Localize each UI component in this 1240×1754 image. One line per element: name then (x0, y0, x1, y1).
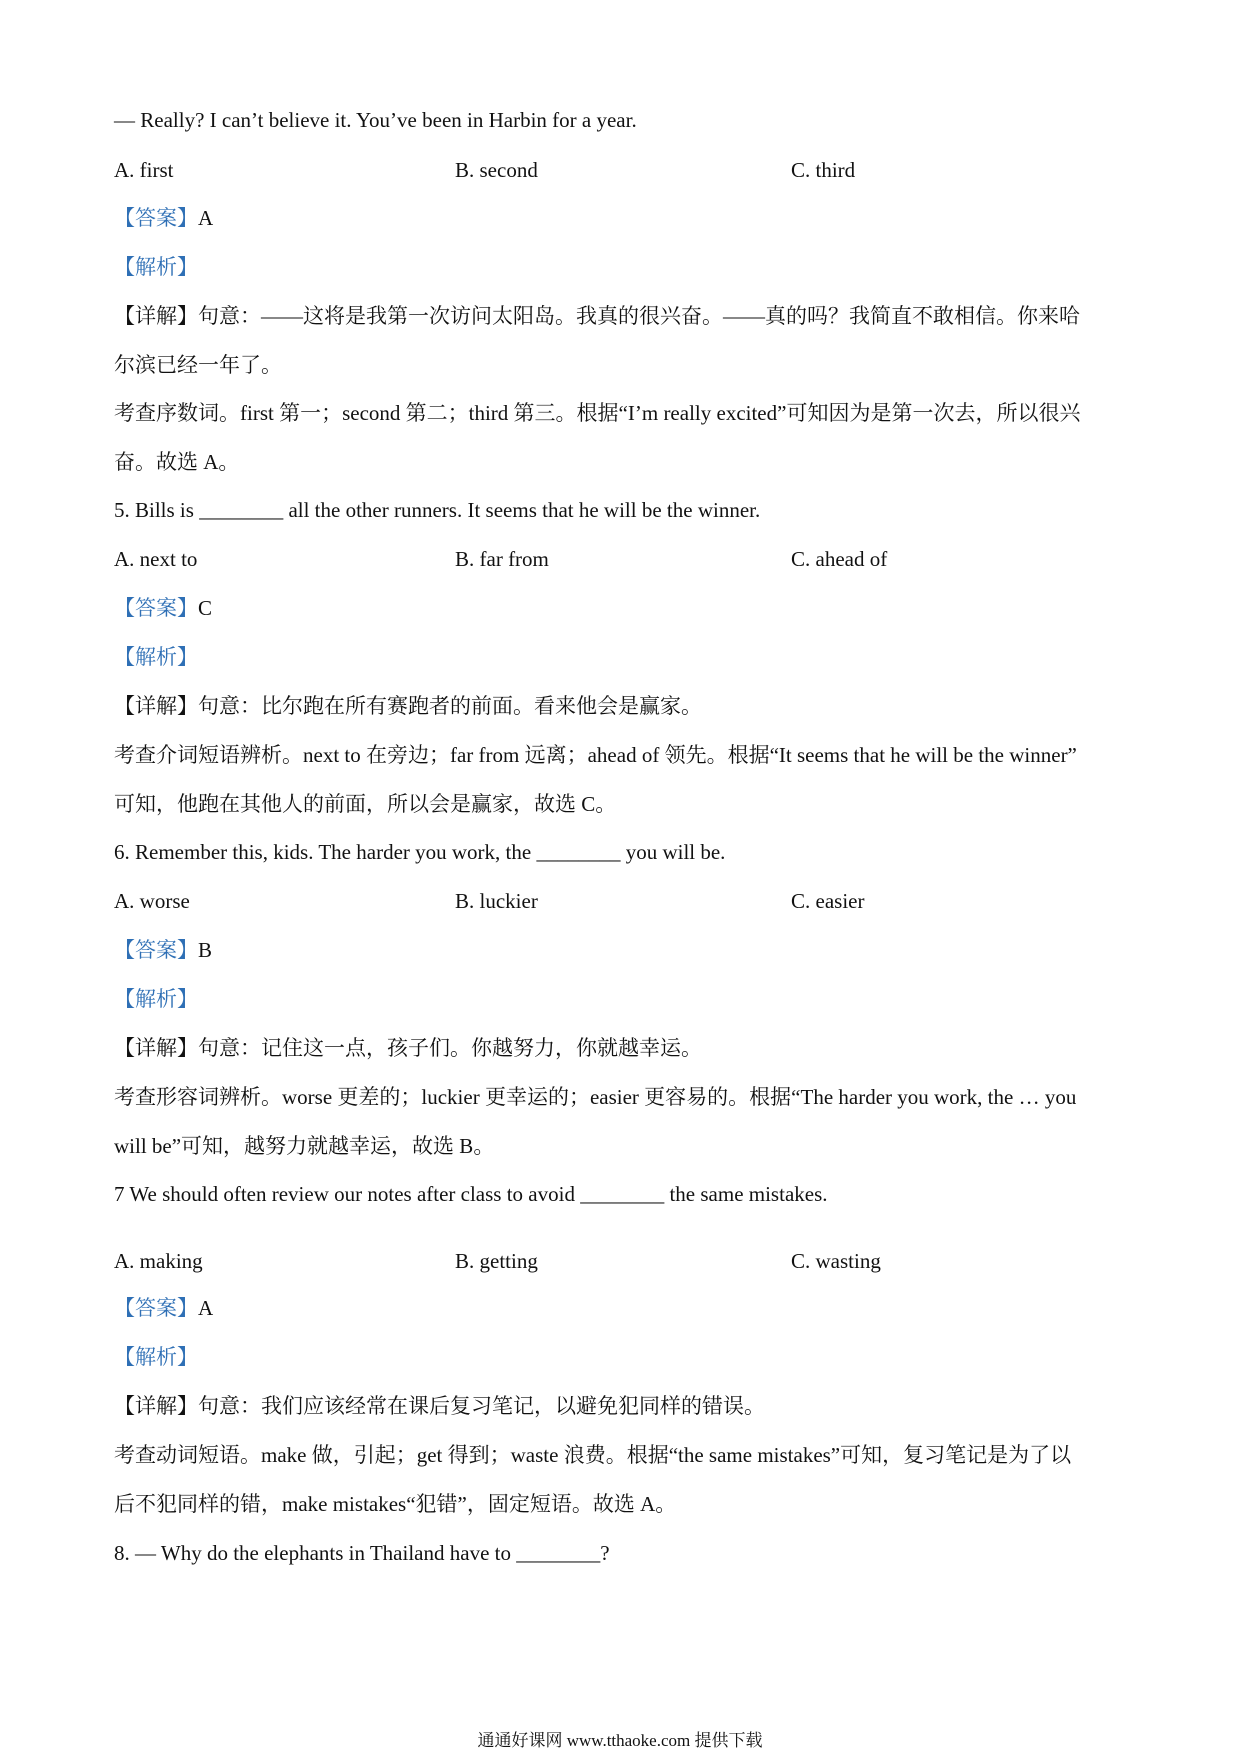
detail-tag: 【详解】 (114, 694, 198, 718)
q6-detail-1 (114, 1038, 702, 1059)
detail-text: 句意：我们应该经常在课后复习笔记，以避免犯同样的错误。 (198, 1394, 765, 1418)
q4-detail-4: 奋。故选 A。 (114, 450, 240, 474)
q7-detail-1 (114, 1396, 765, 1417)
q8-stem: 8. — Why do the elephants in Thailand have to ________? (114, 1541, 610, 1565)
q4-detail-1 (114, 306, 1080, 327)
answer-value: B (198, 938, 213, 962)
q4-dialogue: — Really? I can’t believe it. You’ve been in Harbin for a year. (114, 108, 637, 132)
q6-analysis-tag: 【解析】 (114, 987, 198, 1011)
detail-text: 句意：比尔跑在所有赛跑者的前面。看来他会是赢家。 (198, 694, 702, 718)
q5-detail-3: 可知，他跑在其他人的前面，所以会是赢家，故选 C。 (114, 792, 617, 816)
answer-tag: 【答案】 (114, 596, 198, 620)
detail-text: 句意：——这将是我第一次访问太阳岛。我真的很兴奋。——真的吗？我简直不敢相信。你来哈 (198, 304, 1080, 328)
q7-option-a: A. making (114, 1249, 203, 1273)
q5-stem: 5. Bills is ________ all the other runners. It seems that he will be the winner. (114, 498, 761, 522)
q5-detail-1 (114, 696, 702, 717)
q4-option-a: A. first (114, 158, 174, 182)
detail-tag: 【详解】 (114, 1036, 198, 1060)
q7-answer (114, 1298, 213, 1319)
answer-value: A (198, 1296, 214, 1320)
q4-option-b: B. second (455, 158, 538, 182)
q7-analysis-tag: 【解析】 (114, 1345, 198, 1369)
detail-tag: 【详解】 (114, 1394, 198, 1418)
answer-tag: 【答案】 (114, 938, 198, 962)
q6-stem: 6. Remember this, kids. The harder you work, the ________ you will be. (114, 840, 726, 864)
q4-detail-3: 考查序数词。first 第一；second 第二；third 第三。根据“I’m really excited”可知因为是第一次去，所以很兴 (114, 401, 1081, 425)
q6-answer (114, 940, 212, 961)
q7-detail-3: 后不犯同样的错，make mistakes“犯错”，固定短语。故选 A。 (114, 1492, 677, 1516)
q4-analysis-tag: 【解析】 (114, 255, 198, 279)
q7-detail-2: 考查动词短语。make 做，引起；get 得到；waste 浪费。根据“the same mistakes”可知，复习笔记是为了以 (114, 1443, 1072, 1467)
q6-option-b: B. luckier (455, 889, 538, 913)
page-footer: 通通好课网 www.tthaoke.com 提供下载 (477, 1731, 763, 1750)
q7-stem: 7 We should often review our notes after class to avoid ________ the same mistakes. (114, 1182, 828, 1206)
q6-option-c: C. easier (791, 889, 865, 913)
answer-value: C (198, 596, 213, 620)
q7-option-b: B. getting (455, 1249, 538, 1273)
q4-answer (114, 208, 213, 229)
q4-option-c: C. third (791, 158, 856, 182)
q5-option-a: A. next to (114, 547, 198, 571)
q5-analysis-tag: 【解析】 (114, 645, 198, 669)
q6-detail-3: will be”可知，越努力就越幸运，故选 B。 (114, 1134, 495, 1158)
q4-detail-2: 尔滨已经一年了。 (114, 353, 282, 377)
q6-option-a: A. worse (114, 889, 190, 913)
q6-detail-2: 考查形容词辨析。worse 更差的；luckier 更幸运的；easier 更容易的。根据“The harder you work, the … you (114, 1085, 1077, 1109)
detail-tag: 【详解】 (114, 304, 198, 328)
detail-text: 句意：记住这一点，孩子们。你越努力，你就越幸运。 (198, 1036, 702, 1060)
answer-tag: 【答案】 (114, 1296, 198, 1320)
q5-option-b: B. far from (455, 547, 549, 571)
q5-answer (114, 598, 212, 619)
q5-detail-2: 考查介词短语辨析。next to 在旁边；far from 远离；ahead of 领先。根据“It seems that he will be the winner” (114, 743, 1077, 767)
q5-option-c: C. ahead of (791, 547, 888, 571)
q7-option-c: C. wasting (791, 1249, 881, 1273)
answer-value: A (198, 206, 214, 230)
answer-tag: 【答案】 (114, 206, 198, 230)
